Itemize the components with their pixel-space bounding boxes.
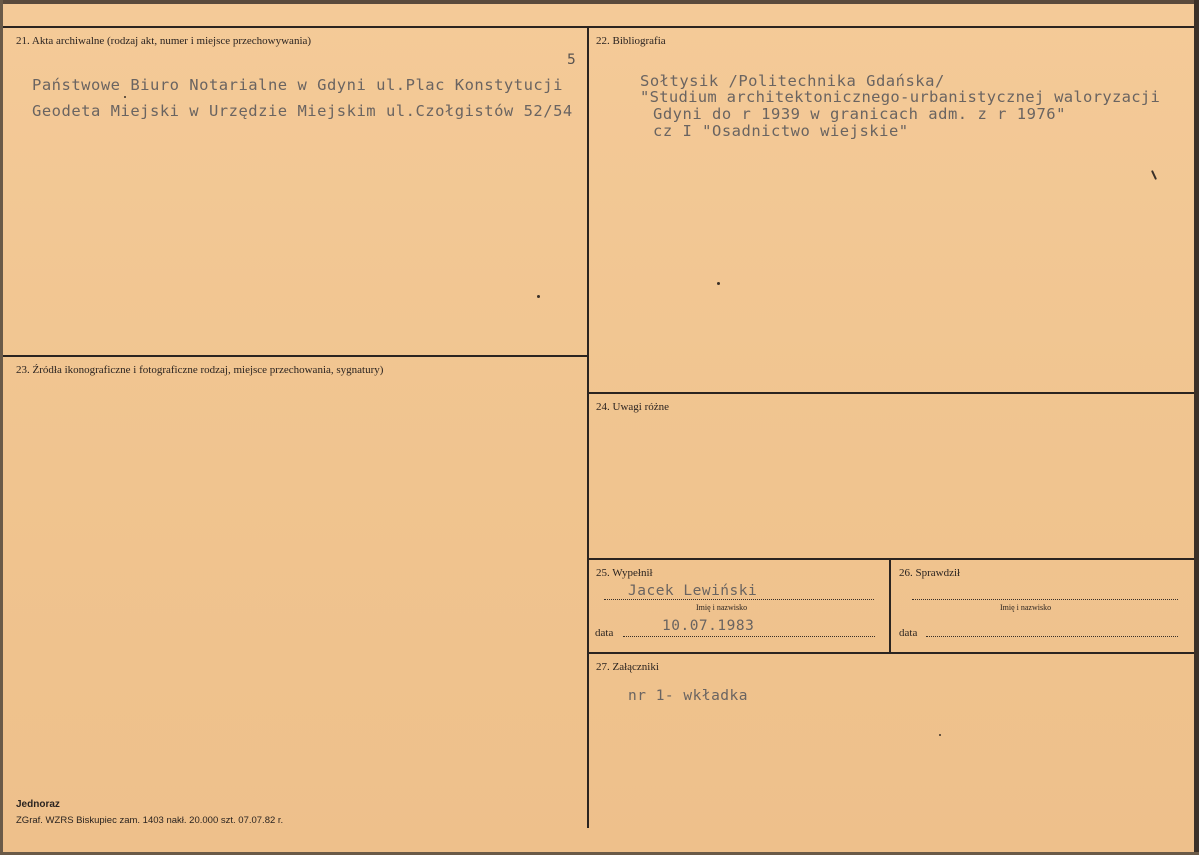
paper-speck [717, 282, 720, 285]
section-25-name-caption: Imię i nazwisko [696, 603, 748, 612]
section-26-name-line [912, 599, 1178, 600]
section-25-date-line [623, 636, 875, 637]
section-22-label: 22. Bibliografia [596, 35, 666, 47]
footer-print-info: ZGraf. WZRS Biskupiec zam. 1403 nakł. 20.000 szt. 07.07.82 r. [16, 815, 284, 826]
section-25-date-label: data [595, 627, 614, 639]
section-27-value: nr 1- wkładka [628, 688, 748, 704]
divider-25-26 [889, 558, 891, 652]
section-24-label: 24. Uwagi różne [596, 401, 670, 413]
section-25-date: 10.07.1983 [662, 618, 755, 634]
section-26-date-line [926, 636, 1178, 637]
paper-speck [537, 295, 540, 298]
paper-speck [1151, 170, 1157, 180]
center-divider [587, 26, 589, 828]
paper-speck [939, 734, 941, 736]
section-23-label: 23. Źródła ikonograficzne i fotograficzne rodzaj, miejsce przechowania, sygnatury) [16, 364, 384, 376]
section-21-page-mark: 5 [567, 52, 577, 68]
card-edge-left [0, 0, 3, 855]
section-22-line-3: Gdyni do r 1939 w granicach adm. z r 1976" [653, 105, 1066, 123]
divider-22-24 [588, 392, 1194, 394]
section-26-label: 26. Sprawdził [899, 567, 961, 579]
section-21-line-2: Geodeta Miejski w Urzędzie Miejskim ul.Czołgistów 52/54 [32, 102, 573, 120]
section-25-label: 25. Wypełnił [596, 567, 653, 579]
section-26-name-caption: Imię i nazwisko [1000, 603, 1052, 612]
section-22-line-4: cz I "Osadnictwo wiejskie" [653, 122, 909, 140]
divider-24-25 [588, 558, 1194, 560]
section-22-line-2: "Studium architektonicznego-urbanistycznej waloryzacji [640, 88, 1161, 106]
section-25-name-line [604, 599, 874, 600]
divider-25-27 [588, 652, 1194, 654]
paper-speck [124, 96, 126, 98]
card-edge-right [1194, 0, 1199, 855]
top-border-line [3, 26, 1194, 28]
section-27-label: 27. Załączniki [596, 661, 659, 673]
section-22-line-1: Sołtysik /Politechnika Gdańska/ [640, 72, 945, 90]
section-25-name: Jacek Lewiński [628, 583, 758, 599]
card-edge-top [0, 0, 1199, 4]
footer-title: Jednoraz [16, 799, 60, 810]
divider-21-23 [3, 355, 588, 357]
section-26-date-label: data [899, 627, 918, 639]
section-21-line-1: Państwowe Biuro Notarialne w Gdyni ul.Plac Konstytucji [32, 76, 563, 94]
section-21-label: 21. Akta archiwalne (rodzaj akt, numer i miejsce przechowywania) [16, 35, 312, 47]
